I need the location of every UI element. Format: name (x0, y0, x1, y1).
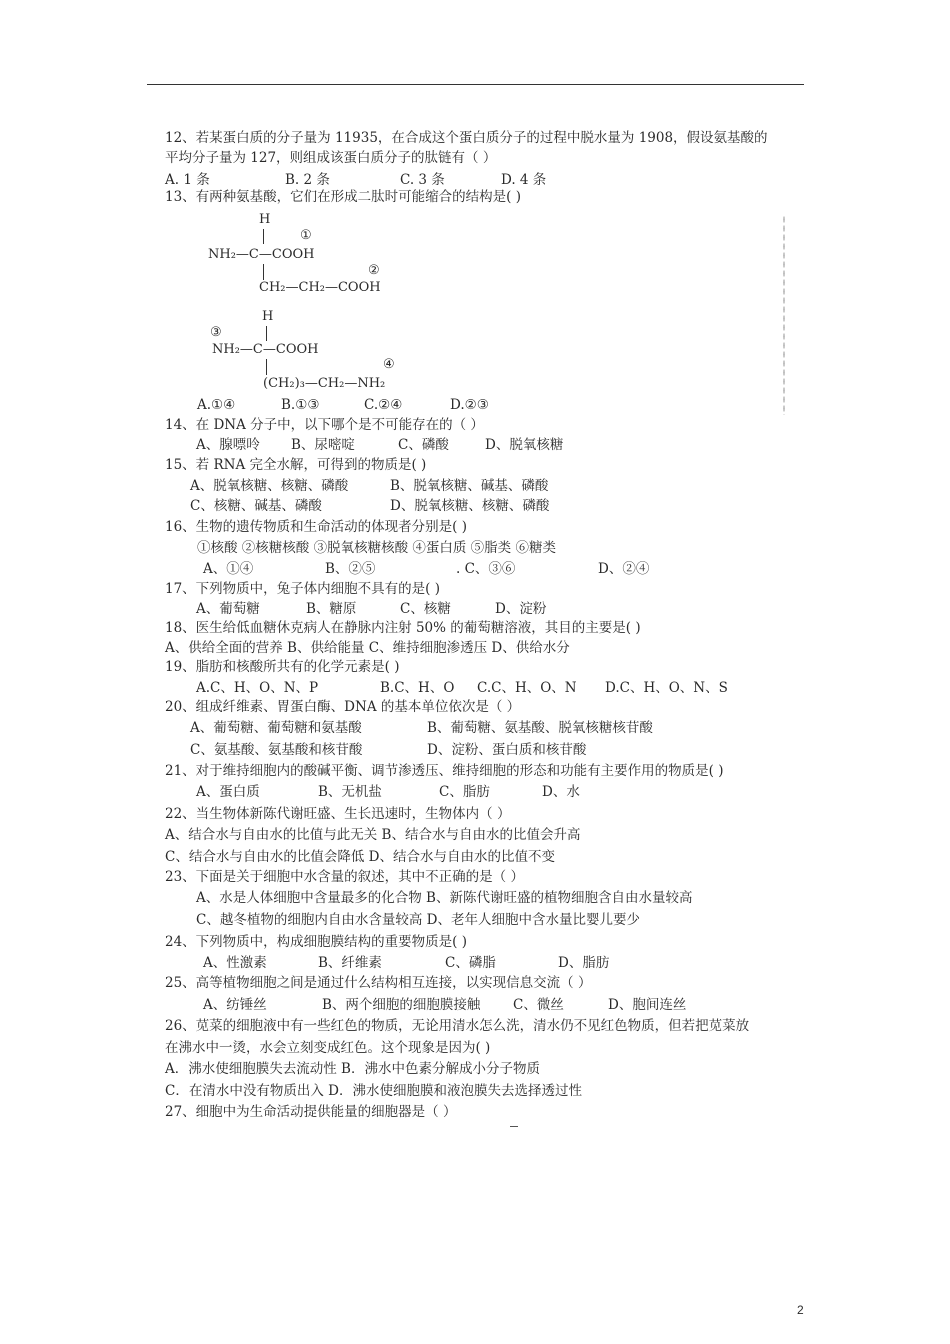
q24-stem: 24、下列物质中，构成细胞膜结构的重要物质是( ) (165, 934, 468, 950)
q26-options-ab: A．沸水使细胞膜失去流动性 B．沸水中色素分解成小分子物质 (165, 1061, 540, 1077)
q17-option-d: D、淀粉 (495, 601, 547, 617)
q16-option-c: . C、③⑥ (456, 561, 516, 577)
q16-option-b: B、②⑤ (325, 561, 376, 577)
q19-option-b: B.C、H、O (380, 680, 455, 696)
q13-option-d: D.②③ (450, 397, 489, 413)
mol1-circle-1: ① (300, 228, 312, 243)
q20-option-d: D、淀粉、蛋白质和核苷酸 (427, 742, 587, 758)
q20-stem: 20、组成纤维素、胃蛋白酶、DNA 的基本单位依次是（ ） (165, 699, 521, 715)
q24-option-a: A、性激素 (203, 955, 267, 971)
q16-option-d: D、②④ (598, 561, 650, 577)
mol1-side-chain: CH₂—CH₂—COOH (259, 280, 381, 295)
header-rule (147, 84, 804, 85)
q24-option-c: C、磷脂 (445, 955, 496, 971)
q17-option-c: C、核糖 (400, 601, 451, 617)
q21-option-b: B、无机盐 (318, 784, 382, 800)
q18-options: A、供给全面的营养 B、供给能量 C、维持细胞渗透压 D、供给水分 (165, 640, 570, 656)
page-number: 2 (797, 1303, 804, 1317)
q25-option-b: B、两个细胞的细胞膜接触 (322, 997, 481, 1013)
q15-option-d: D、脱氧核糖、核糖、磷酸 (390, 498, 550, 514)
mol2-bond-bottom (266, 359, 267, 375)
q12-option-c: C. 3 条 (400, 172, 445, 188)
mol1-bond-bottom (263, 264, 264, 280)
q15-option-c: C、核糖、碱基、磷酸 (190, 498, 322, 514)
mol2-bond-top (266, 326, 267, 341)
q14-option-d: D、脱氧核糖 (485, 437, 564, 453)
q21-stem: 21、对于维持细胞内的酸碱平衡、调节渗透压、维持细胞的形态和功能有主要作用的物质是( ) (165, 763, 724, 779)
q12-option-a: A. 1 条 (165, 172, 210, 188)
scan-mark (510, 1126, 518, 1127)
q13-option-a: A.①④ (197, 397, 236, 413)
q22-stem: 22、当生物体新陈代谢旺盛、生长迅速时，生物体内（ ） (165, 806, 511, 822)
mol1-h: H (259, 212, 271, 227)
mol2-h: H (262, 309, 274, 324)
q18-stem: 18、医生给低血糖休克病人在静脉内注射 50% 的葡萄糖溶液，其目的主要是( ) (165, 620, 641, 636)
q20-option-c: C、氨基酸、氨基酸和核苷酸 (190, 742, 363, 758)
q12-stem-line2: 平均分子量为 127，则组成该蛋白质分子的肽链有（ ） (165, 150, 497, 166)
q13-stem: 13、有两种氨基酸，它们在形成二肽时可能缩合的结构是( ) (165, 189, 522, 205)
q15-option-b: B、脱氧核糖、碱基、磷酸 (390, 478, 549, 494)
q16-stem: 16、生物的遗传物质和生命活动的体现者分别是( ) (165, 519, 468, 535)
mol2-side-chain: (CH₂)₃—CH₂—NH₂ (263, 376, 386, 391)
mol1-bond-top (263, 229, 264, 244)
q22-options-ab: A、结合水与自由水的比值与此无关 B、结合水与自由水的比值会升高 (165, 827, 581, 843)
q25-option-d: D、胞间连丝 (608, 997, 687, 1013)
q13-option-b: B.①③ (281, 397, 320, 413)
q14-stem: 14、在 DNA 分子中，以下哪个是不可能存在的（ ） (165, 417, 484, 433)
q23-options-ab: A、水是人体细胞中含量最多的化合物 B、新陈代谢旺盛的植物细胞含自由水量较高 (196, 890, 693, 906)
q12-stem-line1: 12、若某蛋白质的分子量为 11935，在合成这个蛋白质分子的过程中脱水量为 1908，假设氨基酸的 (165, 130, 768, 146)
q17-option-a: A、葡萄糖 (196, 601, 260, 617)
q20-option-b: B、葡萄糖、氨基酸、脱氧核糖核苷酸 (427, 720, 653, 736)
q16-items: ①核酸 ②核糖核酸 ③脱氧核糖核酸 ④蛋白质 ⑤脂类 ⑥糖类 (197, 540, 556, 556)
q24-option-d: D、脂肪 (558, 955, 610, 971)
q15-option-a: A、脱氧核糖、核糖、磷酸 (190, 478, 349, 494)
mol2-circle-4: ④ (383, 357, 395, 372)
mol2-backbone: NH₂—C—COOH (212, 342, 319, 357)
q21-option-a: A、蛋白质 (196, 784, 260, 800)
mol1-circle-2: ② (368, 263, 380, 278)
q13-option-c: C.②④ (364, 397, 403, 413)
q19-option-c: C.C、H、O、N (477, 680, 577, 696)
q23-options-cd: C、越冬植物的细胞内自由水含量较高 D、老年人细胞中含水量比婴儿要少 (196, 912, 640, 928)
q25-option-a: A、纺锤丝 (203, 997, 267, 1013)
q23-stem: 23、下面是关于细胞中水含量的叙述，其中不正确的是（ ） (165, 869, 524, 885)
q14-option-a: A、腺嘌呤 (196, 437, 260, 453)
binding-margin-dots (783, 215, 785, 415)
q20-option-a: A、葡萄糖、葡萄糖和氨基酸 (190, 720, 362, 736)
q15-stem: 15、若 RNA 完全水解，可得到的物质是( ) (165, 457, 427, 473)
q26-stem-line2: 在沸水中一烫，水会立刻变成红色。这个现象是因为( ) (165, 1040, 491, 1056)
q26-stem-line1: 26、苋菜的细胞液中有一些红色的物质，无论用清水怎么洗，清水仍不见红色物质，但若把苋菜放 (165, 1018, 750, 1034)
q24-option-b: B、纤维素 (318, 955, 382, 971)
q17-option-b: B、糖原 (306, 601, 357, 617)
q19-option-a: A.C、H、O、N、P (196, 680, 319, 696)
q22-options-cd: C、结合水与自由水的比值会降低 D、结合水与自由水的比值不变 (165, 849, 555, 865)
q27-stem: 27、细胞中为生命活动提供能量的细胞器是（ ） (165, 1104, 457, 1120)
q26-options-cd: C．在清水中没有物质出入 D．沸水使细胞膜和液泡膜失去选择透过性 (165, 1083, 582, 1099)
q12-option-b: B. 2 条 (285, 172, 330, 188)
q19-stem: 19、脂肪和核酸所共有的化学元素是( ) (165, 659, 400, 675)
q25-option-c: C、微丝 (513, 997, 564, 1013)
q19-option-d: D.C、H、O、N、S (605, 680, 728, 696)
q16-option-a: A、①④ (203, 561, 254, 577)
q25-stem: 25、高等植物细胞之间是通过什么结构相互连接，以实现信息交流（ ） (165, 975, 592, 991)
q21-option-c: C、脂肪 (439, 784, 490, 800)
q17-stem: 17、下列物质中，兔子体内细胞不具有的是( ) (165, 581, 441, 597)
mol1-backbone: NH₂—C—COOH (208, 247, 315, 262)
q21-option-d: D、水 (542, 784, 580, 800)
q12-option-d: D. 4 条 (501, 172, 547, 188)
q14-option-c: C、磷酸 (398, 437, 449, 453)
q14-option-b: B、尿嘧啶 (291, 437, 355, 453)
mol2-circle-3: ③ (210, 325, 222, 340)
